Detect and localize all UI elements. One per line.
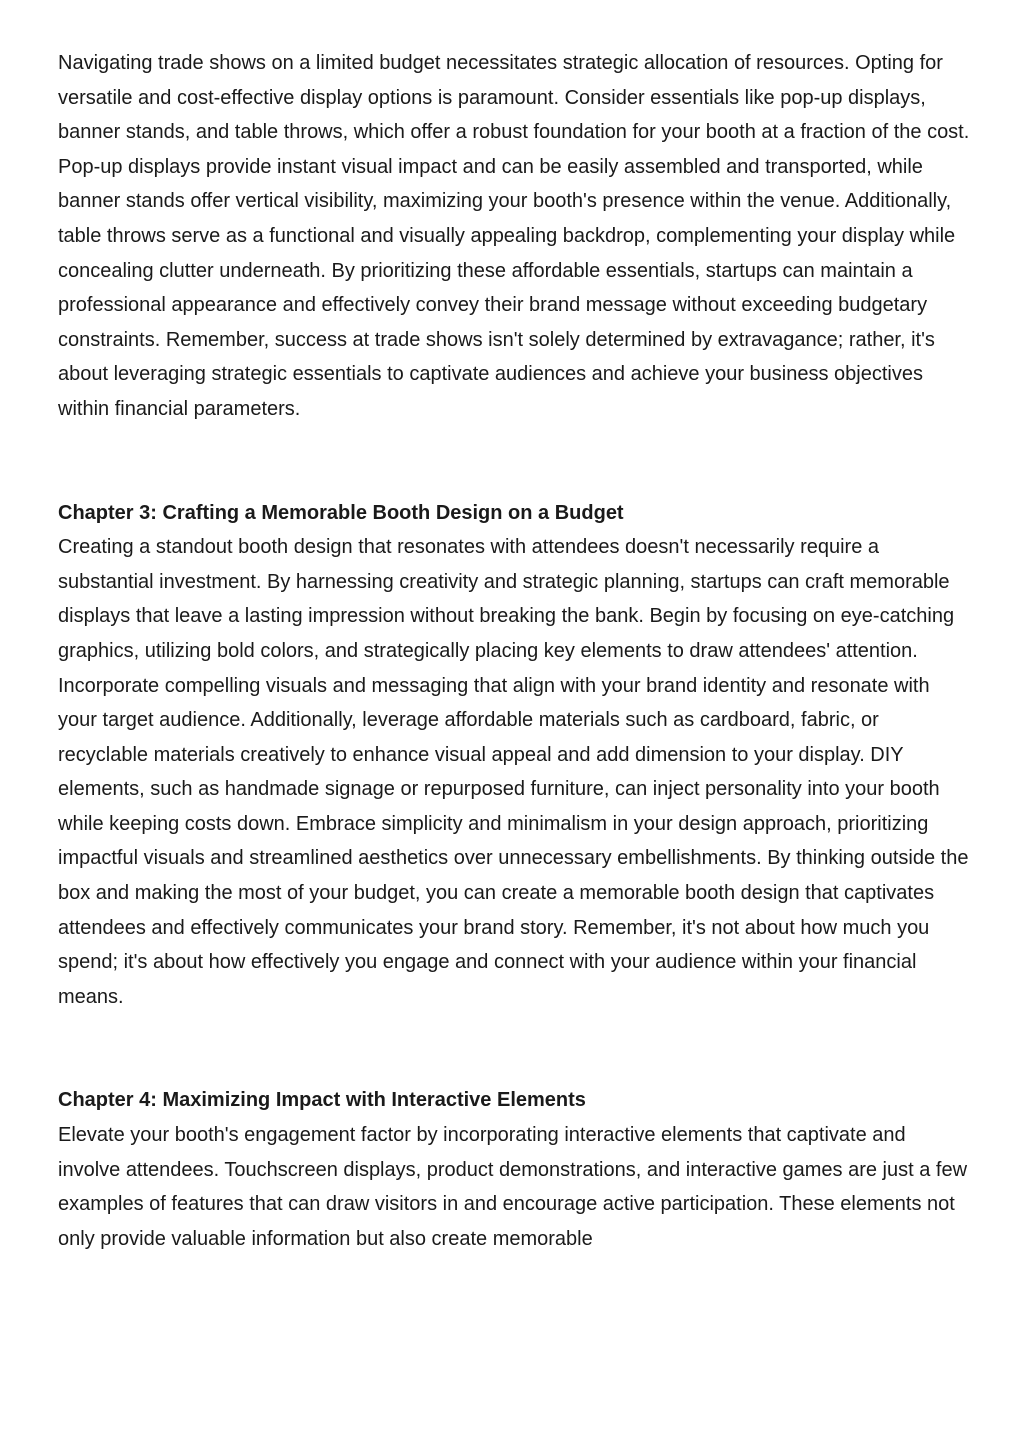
chapter-4-title: Maximizing Impact with Interactive Elements bbox=[156, 1089, 586, 1112]
chapter-4-paragraph: Elevate your booth's engagement factor by incorporating interactive elements that captivate and involve attendees. Touchscreen displays, product demonstrations, and interactive games are just a few examples of features that can draw visitors in and encourage active participation. These elements not only provide valuable information but also create memorable bbox=[58, 1124, 968, 1250]
chapter-3-heading bbox=[58, 496, 970, 531]
chapter-3-paragraph: Creating a standout booth design that resonates with attendees doesn't necessarily require a substantial investment. By harnessing creativity and strategic planning, startups can craft memorable displays that leave a lasting impression without breaking the bank. Begin by focusing on eye-catching graphics, utilizing bold colors, and strategically placing key elements to draw attendees' attention. Incorporate compelling visuals and messaging that align with your brand identity and resonate with your target audience. Additionally, leverage affordable materials such as cardboard, fabric, or recyclable materials creatively to enhance visual appeal and add dimension to your display. DIY elements, such as handmade signage or repurposed furniture, can inject personality into your booth while keeping costs down. Embrace simplicity and minimalism in your design approach, prioritizing impactful visuals and streamlined aesthetics over unnecessary embellishments. By thinking outside the box and making the most of your budget, you can create a memorable booth design that captivates attendees and effectively communicates your brand story. Remember, it's not about how much you spend; it's about how effectively you engage and connect with your audience within your financial means. bbox=[58, 536, 969, 1008]
document-page bbox=[58, 46, 970, 1256]
chapter-3-title: Crafting a Memorable Booth Design on a Budget bbox=[156, 501, 624, 524]
intro-paragraph: Navigating trade shows on a limited budget necessitates strategic allocation of resources. Opting for versatile and cost-effective display options is paramount. Consider essentials like pop-up displays, banner stands, and table throws, which offer a robust foundation for your booth at a fraction of the cost. Pop-up displays provide instant visual impact and can be easily assembled and transported, while banner stands offer vertical visibility, maximizing your booth's presence within the venue. Additionally, table throws serve as a functional and visually appealing backdrop, complementing your display while concealing clutter underneath. By prioritizing these affordable essentials, startups can maintain a professional appearance and effectively convey their brand message without exceeding budgetary constraints. Remember, success at trade shows isn't solely determined by extravagance; rather, it's about leveraging strategic essentials to captivate audiences and achieve your business objectives within financial parameters. bbox=[58, 52, 970, 420]
chapter-4-heading bbox=[58, 1083, 970, 1118]
chapter-3-label: Chapter 3: bbox=[58, 501, 157, 524]
chapter-4-label: Chapter 4: bbox=[58, 1089, 157, 1112]
